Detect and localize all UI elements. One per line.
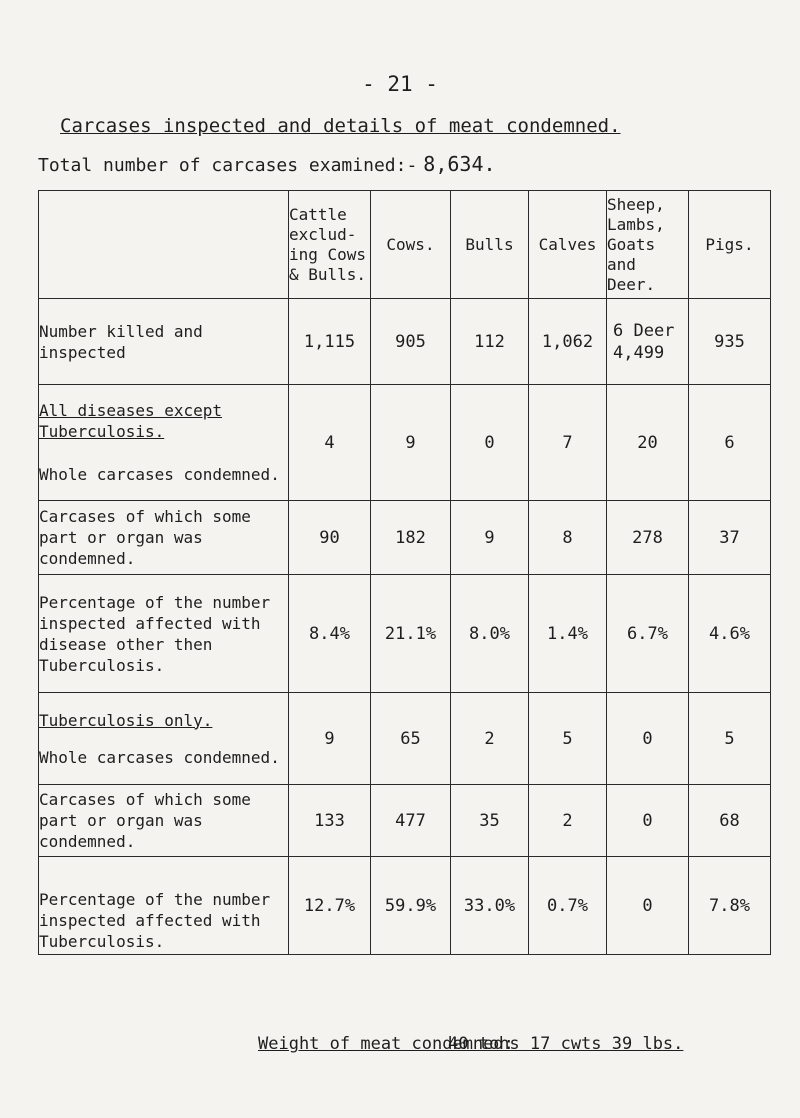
cell-value: 278 [607,501,689,575]
cell-value: 21.1% [371,575,451,693]
cell-value: 1.4% [529,575,607,693]
total-label: Total number of carcases examined:- [38,155,418,176]
cell-value: 7 [529,385,607,501]
table-row [39,575,771,693]
table-row [39,785,771,857]
cell-value: 9 [451,501,529,575]
cell-value: 35 [451,785,529,857]
cell-value: 20 [607,385,689,501]
col-cattle: Cattle exclud-ing Cows & Bulls. [289,191,371,299]
cell-value: 33.0% [451,857,529,955]
row-label-killed: Number killed and inspected [39,299,289,385]
cell-value: 0 [607,857,689,955]
table-row [39,501,771,575]
cell-value: 2 [529,785,607,857]
cell-value: 8 [529,501,607,575]
cell-value-sheep [607,299,689,385]
cell-value: 6.7% [607,575,689,693]
sheep-count: 4,499 [613,342,665,363]
cell-value: 4.6% [689,575,771,693]
table-row [39,693,771,785]
cell-value: 1,115 [289,299,371,385]
cell-value: 68 [689,785,771,857]
cell-value: 59.9% [371,857,451,955]
cell-value: 935 [689,299,771,385]
cell-value: 477 [371,785,451,857]
cell-value: 65 [371,693,451,785]
row-label-all-part: Carcases of which some part or organ was condemned. [39,501,289,575]
inspection-table [38,190,771,955]
cell-value: 90 [289,501,371,575]
weight-value: 40 tons 17 cwts 39 lbs. [448,1034,684,1054]
cell-value: 6 [689,385,771,501]
cell-value: 5 [529,693,607,785]
cell-value: 2 [451,693,529,785]
col-pigs: Pigs. [689,191,771,299]
all-diseases-heading: All diseases except Tuberculosis. [39,401,223,441]
cell-value: 0.7% [529,857,607,955]
cell-value: 112 [451,299,529,385]
cell-value: 4 [289,385,371,501]
cell-value: 0 [607,785,689,857]
table-header-row [39,191,771,299]
col-sheep: Sheep, Lambs, Goats and Deer. [607,191,689,299]
row-label-all-whole [39,385,289,501]
cell-value: 1,062 [529,299,607,385]
cell-value: 182 [371,501,451,575]
col-cows: Cows. [371,191,451,299]
total-carcases-line [38,152,496,176]
deer-count: 6 Deer [613,320,675,341]
tb-whole-label: Whole carcases condemned. [39,747,280,767]
cell-value: 133 [289,785,371,857]
cell-value: 37 [689,501,771,575]
col-bulls: Bulls [451,191,529,299]
weight-label: Weight of meat condemned: [258,1034,514,1054]
cell-value: 0 [607,693,689,785]
row-label-all-pct: Percentage of the number inspected affected with disease other then Tuberculosis. [39,575,289,693]
page-number: - 21 - [362,72,438,96]
all-whole-label: Whole carcases condemned. [39,465,280,484]
cell-value: 905 [371,299,451,385]
section-heading: Carcases inspected and details of meat condemned. [60,115,621,137]
tb-heading: Tuberculosis only. [39,710,213,730]
row-label-tb-part: Carcases of which some part or organ was condemned. [39,785,289,857]
table-row [39,299,771,385]
cell-value: 8.0% [451,575,529,693]
cell-value: 12.7% [289,857,371,955]
cell-value: 0 [451,385,529,501]
table-row [39,857,771,955]
cell-value: 9 [289,693,371,785]
cell-value: 7.8% [689,857,771,955]
cell-value: 5 [689,693,771,785]
cell-value: 9 [371,385,451,501]
header-blank [39,191,289,299]
table-row [39,385,771,501]
total-value: 8,634. [423,152,496,176]
col-calves: Calves [529,191,607,299]
cell-value: 8.4% [289,575,371,693]
row-label-tb-whole [39,693,289,785]
row-label-tb-pct: Percentage of the number inspected affected with Tuberculosis. [39,857,289,955]
